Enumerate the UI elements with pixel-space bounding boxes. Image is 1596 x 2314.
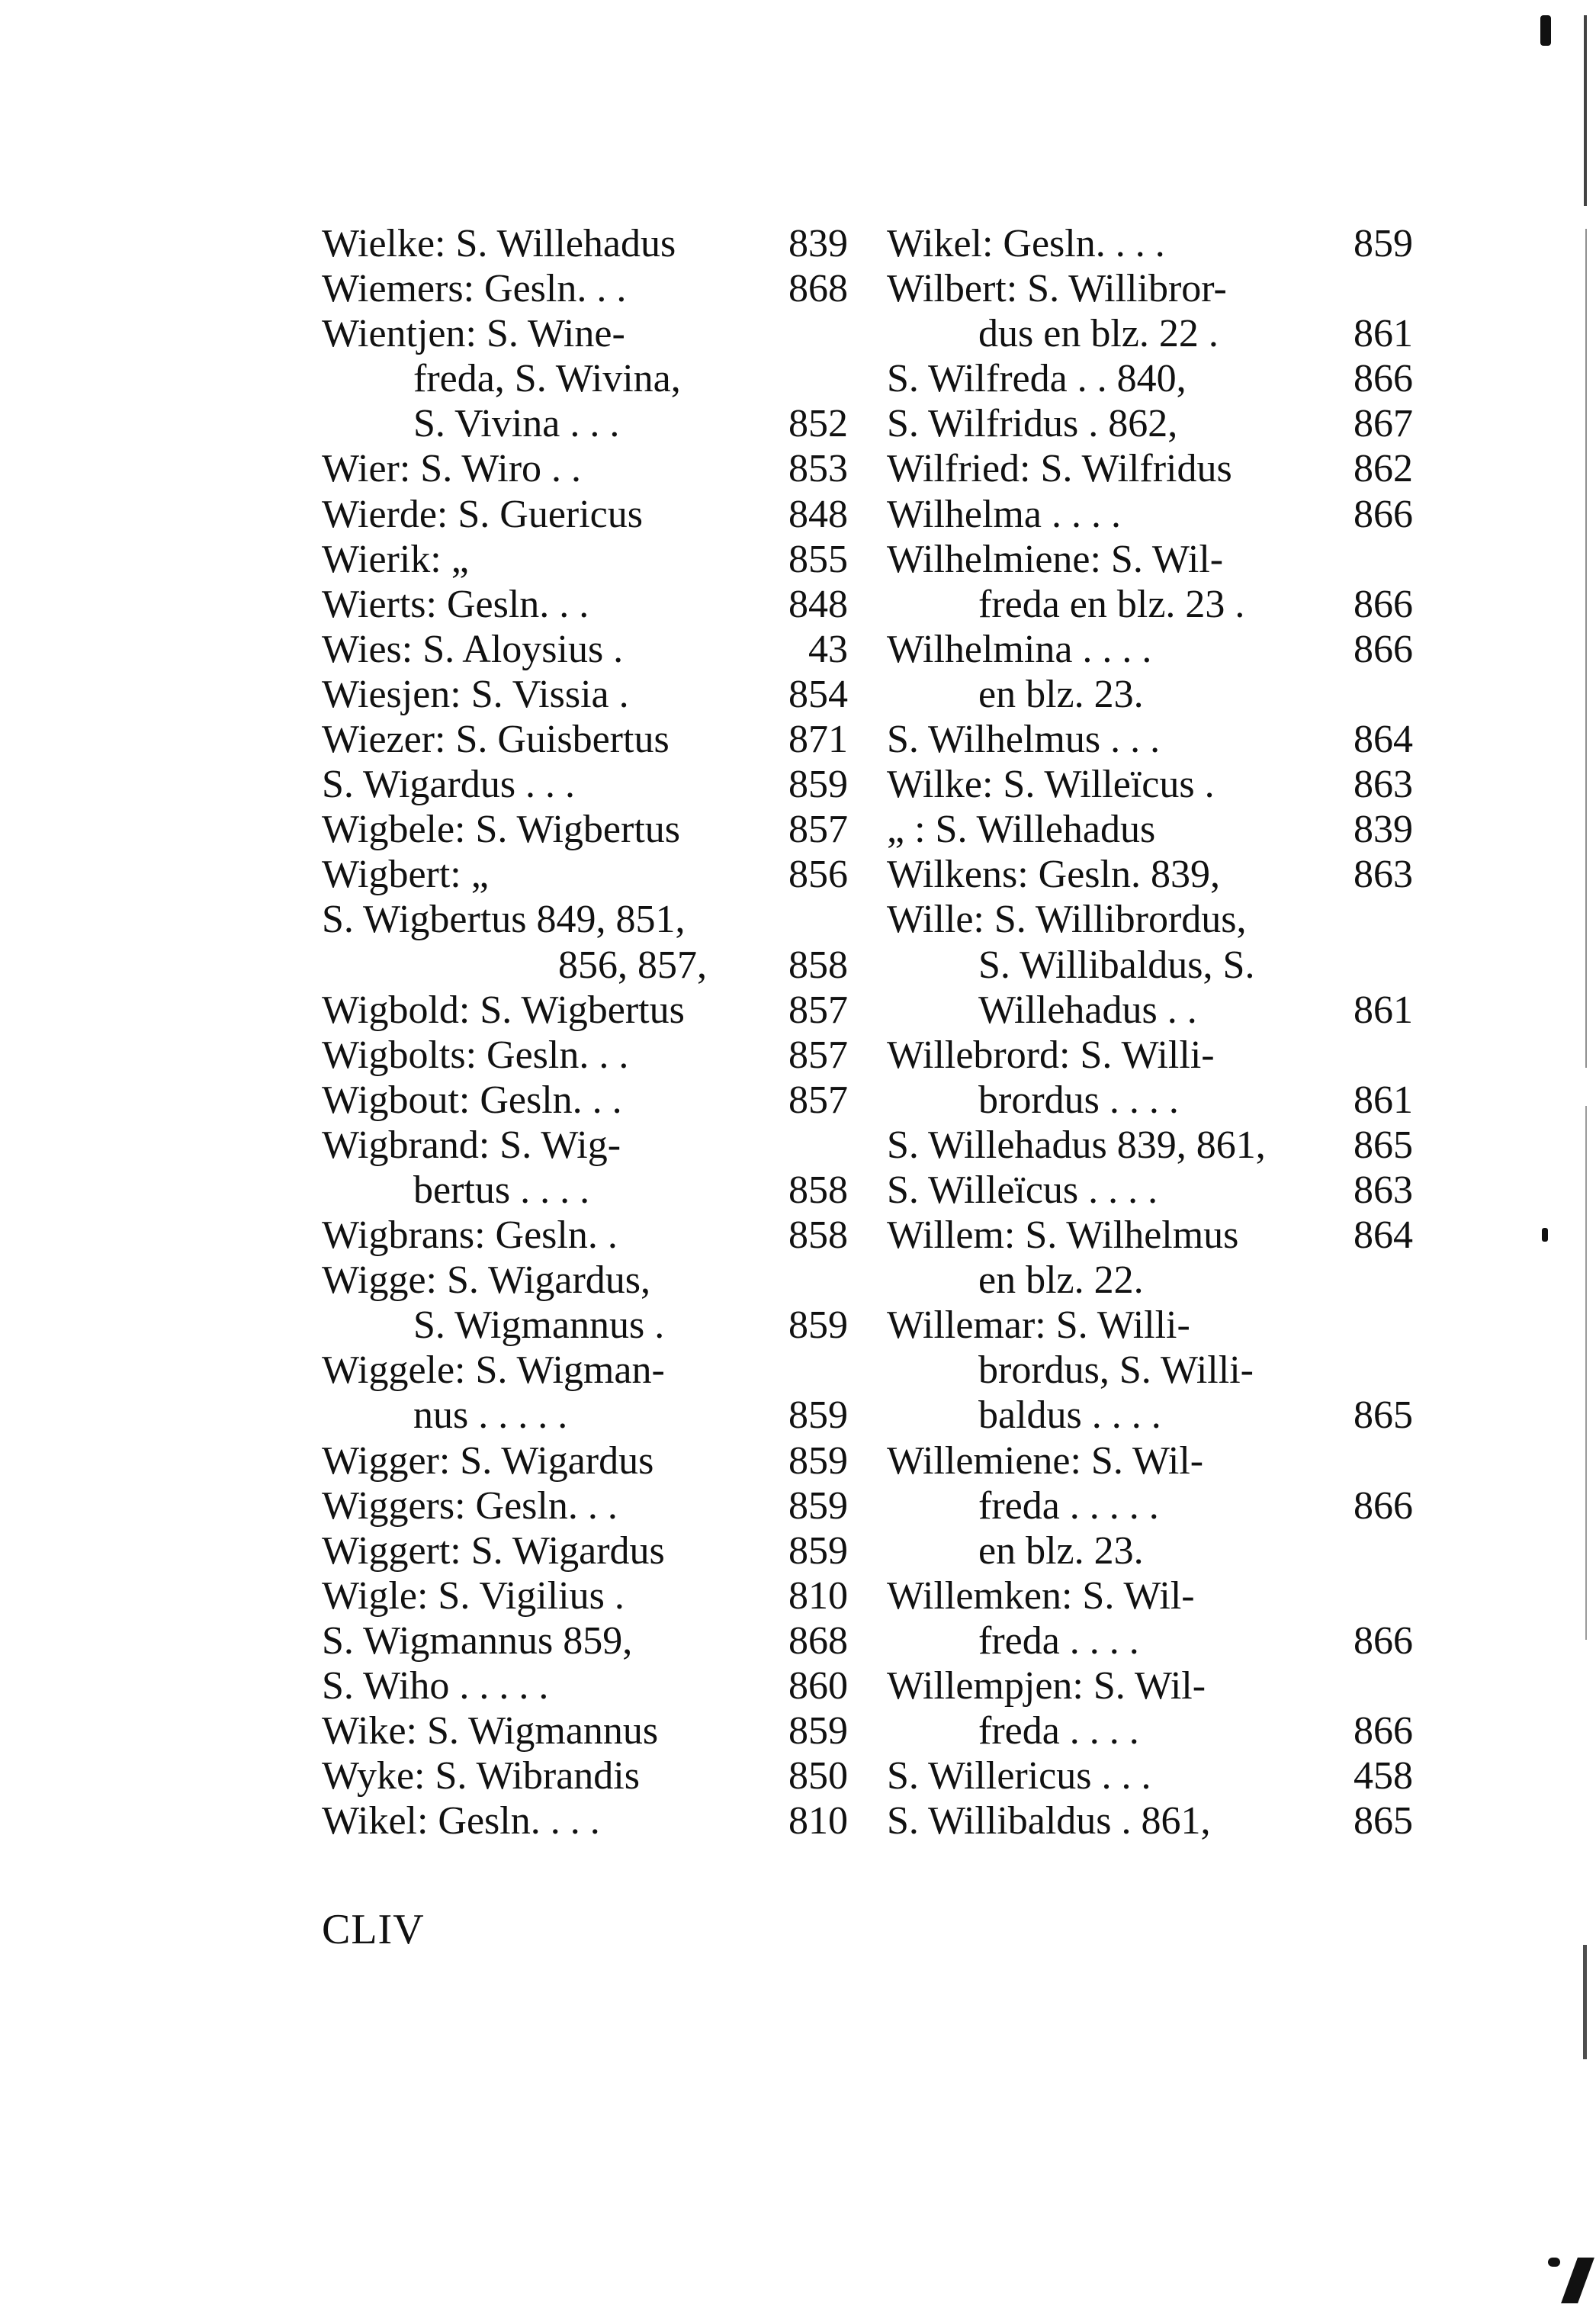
- index-entry-line: [887, 1258, 1413, 1303]
- index-entry-line: [887, 943, 1413, 988]
- index-entry-text: S. Vivina . . .: [413, 402, 620, 446]
- page-reference-number: 866: [1354, 1483, 1413, 1528]
- index-entry-line: [322, 266, 848, 311]
- page-reference-number: 868: [788, 267, 848, 311]
- page-reference-number: 868: [788, 1618, 848, 1663]
- page-reference-number: 861: [1354, 988, 1413, 1032]
- page-reference-number: 866: [1354, 357, 1413, 401]
- scan-edge-shadow: [1584, 15, 1587, 206]
- page-reference-number: 857: [788, 808, 848, 852]
- page-reference-number: 866: [1354, 1709, 1413, 1753]
- index-entry-line: [887, 717, 1413, 762]
- index-entry-line: [322, 1168, 848, 1213]
- index-entry-text: freda . . . .: [978, 1618, 1139, 1663]
- page-reference-number: 858: [788, 1168, 848, 1212]
- page-reference-number: 859: [788, 1709, 848, 1753]
- page-reference-number: 863: [1354, 763, 1413, 807]
- index-entry-text: nus . . . . .: [413, 1393, 568, 1438]
- page-reference-number: 859: [788, 1528, 848, 1573]
- index-entry-text: bertus . . . .: [413, 1168, 590, 1212]
- index-entry-line: [322, 762, 848, 807]
- index-entry-line: [887, 897, 1413, 942]
- page-reference-number: 866: [1354, 492, 1413, 536]
- index-entry-line: [322, 1573, 848, 1618]
- page-reference-number: 852: [788, 402, 848, 446]
- index-entry-text: en blz. 23.: [978, 1528, 1144, 1573]
- index-entry-line: [887, 311, 1413, 356]
- index-entry-line: [322, 627, 848, 672]
- page-reference-number: 866: [1354, 627, 1413, 671]
- page-reference-number: 866: [1354, 1618, 1413, 1663]
- index-entry-text: en blz. 22.: [978, 1258, 1144, 1303]
- index-entry-line: [322, 311, 848, 356]
- index-entry-line: [887, 988, 1413, 1033]
- page-reference-number: 810: [788, 1799, 848, 1843]
- page-reference-number: 866: [1354, 582, 1413, 626]
- index-entry-text: Willemken: S. Wil-: [887, 1573, 1195, 1618]
- page-reference-number: 863: [1354, 853, 1413, 897]
- page-reference-number: 859: [788, 1438, 848, 1483]
- index-entry-line: [887, 1798, 1413, 1843]
- index-entry-line: [887, 446, 1413, 491]
- index-entry-text: freda en blz. 23 .: [978, 582, 1245, 626]
- index-entry-text: Willebrord: S. Willi-: [887, 1033, 1215, 1077]
- index-entry-line: [887, 762, 1413, 807]
- right-index-column: [887, 221, 1413, 1843]
- page-reference-number: 862: [1354, 447, 1413, 491]
- index-entry-text: Willem: S. Wilhelmus: [887, 1213, 1239, 1258]
- index-entry-line: [322, 672, 848, 717]
- page-reference-number: 867: [1354, 402, 1413, 446]
- index-entry-text: brordus, S. Willi-: [978, 1348, 1254, 1393]
- index-entry-line: [322, 807, 848, 852]
- page-reference-number: 858: [788, 1213, 848, 1258]
- index-entry-line: [887, 1753, 1413, 1798]
- index-entry-line: [322, 401, 848, 446]
- index-entry-line: [322, 1033, 848, 1078]
- index-entry-line: [887, 1528, 1413, 1573]
- index-entry-text: dus en blz. 22 .: [978, 312, 1219, 356]
- index-entry-text: S. Willeïcus . . . .: [887, 1168, 1158, 1212]
- scan-edge-shadow: [1585, 229, 1587, 1068]
- index-entry-text: freda . . . .: [978, 1709, 1139, 1753]
- index-entry-text: Wilke: S. Willeïcus .: [887, 763, 1215, 807]
- index-entry-line: [887, 852, 1413, 897]
- index-entry-line: [322, 943, 848, 988]
- index-entry-line: [887, 266, 1413, 311]
- page-reference-number: 848: [788, 492, 848, 536]
- page-reference-number: 854: [788, 672, 848, 716]
- index-entry-text: S. Wiho . . . . .: [322, 1664, 549, 1708]
- index-entry-text: Wiezer: S. Guisbertus: [322, 718, 670, 762]
- index-entry-text: S. Willibaldus, S.: [978, 943, 1255, 987]
- index-entry-line: [322, 1078, 848, 1123]
- index-entry-text: Wigbrans: Gesln. .: [322, 1213, 618, 1258]
- index-entry-line: [322, 1348, 848, 1393]
- index-entry-line: [322, 1483, 848, 1528]
- index-entry-line: [322, 988, 848, 1033]
- index-entry-text: S. Wigmannus 859,: [322, 1618, 633, 1663]
- scan-speck: [1540, 15, 1551, 46]
- index-entry-text: Wierts: Gesln. . .: [322, 582, 589, 626]
- index-entry-text: S. Wilfridus . 862,: [887, 402, 1178, 446]
- index-entry-line: [322, 1528, 848, 1573]
- index-entry-line: [322, 1438, 848, 1483]
- index-entry-line: [322, 1258, 848, 1303]
- page-reference-number: 865: [1354, 1123, 1413, 1167]
- index-entry-line: [322, 1798, 848, 1843]
- index-entry-line: [322, 1393, 848, 1438]
- index-entry-text: en blz. 23.: [978, 672, 1144, 716]
- index-entry-line: [887, 1213, 1413, 1258]
- index-entry-line: [322, 1753, 848, 1798]
- index-entry-line: [322, 1123, 848, 1168]
- index-entry-line: [887, 627, 1413, 672]
- index-entry-text: Wierik: „: [322, 537, 469, 581]
- index-entry-line: [887, 1168, 1413, 1213]
- page-reference-number: 458: [1354, 1754, 1413, 1798]
- index-entry-line: [322, 717, 848, 762]
- index-entry-line: [887, 582, 1413, 627]
- index-entry-line: [887, 1033, 1413, 1078]
- index-entry-text: baldus . . . .: [978, 1393, 1161, 1438]
- page-reference-number: 855: [788, 537, 848, 581]
- index-entry-text: 856, 857,: [558, 943, 707, 987]
- index-entry-line: [887, 1438, 1413, 1483]
- page-reference-number: 859: [788, 1393, 848, 1438]
- index-entry-text: S. Wigmannus .: [413, 1303, 665, 1348]
- index-entry-text: freda . . . . .: [978, 1483, 1159, 1528]
- index-entry-text: Wigbert: „: [322, 853, 489, 897]
- page-reference-number: 859: [788, 763, 848, 807]
- page-reference-number: 861: [1354, 312, 1413, 356]
- index-entry-text: S. Wigbertus 849, 851,: [322, 898, 686, 942]
- index-entry-text: brordus . . . .: [978, 1078, 1179, 1122]
- index-entry-line: [887, 401, 1413, 446]
- page-reference-number: 865: [1354, 1799, 1413, 1843]
- index-entry-text: Wilfried: S. Wilfridus: [887, 447, 1232, 491]
- index-entry-text: Wientjen: S. Wine-: [322, 312, 625, 356]
- index-entry-text: Willehadus . .: [978, 988, 1197, 1032]
- page-reference-number: 864: [1354, 1213, 1413, 1258]
- index-entry-text: S. Wilhelmus . . .: [887, 718, 1161, 762]
- index-entry-text: Wigbolts: Gesln. . .: [322, 1033, 629, 1077]
- index-entry-text: Wigbout: Gesln. . .: [322, 1078, 622, 1122]
- index-entry-text: Wikel: Gesln. . . .: [887, 222, 1165, 265]
- index-entry-line: [887, 356, 1413, 401]
- index-entry-text: Wikel: Gesln. . . .: [322, 1799, 600, 1843]
- index-entry-line: [322, 356, 848, 401]
- index-entry-text: Wigle: S. Vigilius .: [322, 1573, 625, 1618]
- index-entry-line: [322, 897, 848, 942]
- index-entry-text: Wyke: S. Wibrandis: [322, 1754, 640, 1798]
- index-entry-line: [322, 446, 848, 491]
- index-entry-line: [322, 582, 848, 627]
- page-reference-number: 865: [1354, 1393, 1413, 1438]
- index-entry-line: [887, 1663, 1413, 1708]
- scan-speck: [1561, 2258, 1594, 2303]
- index-entry-line: [887, 1123, 1413, 1168]
- scan-speck: [1548, 2258, 1560, 2267]
- index-entry-line: [322, 1618, 848, 1663]
- index-entry-text: Wiemers: Gesln. . .: [322, 267, 627, 311]
- index-entry-text: S. Willericus . . .: [887, 1754, 1151, 1798]
- index-entry-text: Wike: S. Wigmannus: [322, 1709, 659, 1753]
- index-entry-line: [322, 221, 848, 266]
- index-entry-text: Willemar: S. Willi-: [887, 1303, 1190, 1348]
- scan-edge-shadow: [1585, 1106, 1587, 1640]
- index-entry-text: „ : S. Willehadus: [887, 808, 1156, 852]
- index-entry-text: Wille: S. Willibrordus,: [887, 898, 1247, 942]
- index-entry-line: [887, 492, 1413, 537]
- index-entry-text: Wilhelmina . . . .: [887, 627, 1152, 671]
- index-entry-text: Wierde: S. Guericus: [322, 492, 644, 536]
- page-reference-number: 848: [788, 582, 848, 626]
- index-entry-line: [322, 1303, 848, 1348]
- page-reference-number: 871: [788, 718, 848, 762]
- index-entry-text: Wigger: S. Wigardus: [322, 1438, 654, 1483]
- index-entry-text: Willempjen: S. Wil-: [887, 1664, 1206, 1708]
- page-reference-number: 857: [788, 1078, 848, 1122]
- index-entry-text: Wies: S. Aloysius .: [322, 627, 624, 671]
- index-entry-text: Wier: S. Wiro . .: [322, 447, 582, 491]
- index-entry-line: [322, 1213, 848, 1258]
- index-entry-text: Wielke: S. Willehadus: [322, 222, 676, 265]
- index-entry-text: Willemiene: S. Wil-: [887, 1438, 1204, 1483]
- index-entry-line: [322, 537, 848, 582]
- page-reference-number: 810: [788, 1573, 848, 1618]
- index-entry-text: Wilhelma . . . .: [887, 492, 1121, 536]
- index-entry-line: [887, 1483, 1413, 1528]
- index-entry-line: [887, 537, 1413, 582]
- index-entry-line: [887, 807, 1413, 852]
- index-entry-text: Wigbele: S. Wigbertus: [322, 808, 681, 852]
- index-entry-text: Wilbert: S. Willibror-: [887, 267, 1227, 311]
- index-entry-text: S. Wigardus . . .: [322, 763, 576, 807]
- index-entry-text: Wigge: S. Wigardus,: [322, 1258, 651, 1303]
- page-reference-number: 859: [788, 1483, 848, 1528]
- page-folio: CLIV: [322, 1906, 425, 1953]
- page-reference-number: 858: [788, 943, 848, 987]
- index-entry-line: [887, 1303, 1413, 1348]
- page-reference-number: 863: [1354, 1168, 1413, 1212]
- index-entry-line: [322, 492, 848, 537]
- index-entry-line: [887, 1393, 1413, 1438]
- index-entry-line: [322, 1663, 848, 1708]
- index-entry-line: [887, 1618, 1413, 1663]
- index-entry-text: S. Wilfreda . . 840,: [887, 357, 1187, 401]
- index-entry-text: S. Willehadus 839, 861,: [887, 1123, 1266, 1167]
- index-entry-text: Wiggers: Gesln. . .: [322, 1483, 618, 1528]
- index-entry-line: [887, 1348, 1413, 1393]
- page-reference-number: 43: [808, 627, 848, 671]
- scan-edge-shadow: [1583, 1945, 1587, 2059]
- index-entry-line: [887, 221, 1413, 266]
- index-entry-line: [887, 1708, 1413, 1753]
- scan-speck: [1542, 1228, 1548, 1242]
- page-reference-number: 839: [788, 222, 848, 265]
- index-entry-text: Wigbold: S. Wigbertus: [322, 988, 685, 1032]
- page-reference-number: 850: [788, 1754, 848, 1798]
- page-reference-number: 864: [1354, 718, 1413, 762]
- index-entry-text: Wiesjen: S. Vissia .: [322, 672, 629, 716]
- index-entry-line: [887, 1078, 1413, 1123]
- index-entry-text: Wiggele: S. Wigman-: [322, 1348, 665, 1393]
- page-reference-number: 861: [1354, 1078, 1413, 1122]
- page-reference-number: 853: [788, 447, 848, 491]
- index-entry-text: Wilkens: Gesln. 839,: [887, 853, 1220, 897]
- page-reference-number: 860: [788, 1664, 848, 1708]
- page-reference-number: 857: [788, 1033, 848, 1077]
- index-entry-line: [887, 1573, 1413, 1618]
- index-entry-line: [322, 1708, 848, 1753]
- index-entry-text: Wiggert: S. Wigardus: [322, 1528, 665, 1573]
- page-reference-number: 839: [1354, 808, 1413, 852]
- left-index-column: [322, 221, 848, 1843]
- index-entry-text: Wigbrand: S. Wig-: [322, 1123, 621, 1167]
- page-reference-number: 859: [788, 1303, 848, 1348]
- page-reference-number: 856: [788, 853, 848, 897]
- index-entry-text: freda, S. Wivina,: [413, 357, 681, 401]
- index-entry-line: [322, 852, 848, 897]
- page-reference-number: 859: [1354, 222, 1413, 265]
- page-reference-number: 857: [788, 988, 848, 1032]
- index-entry-text: S. Willibaldus . 861,: [887, 1799, 1211, 1843]
- index-entry-text: Wilhelmiene: S. Wil-: [887, 537, 1224, 581]
- index-entry-line: [887, 672, 1413, 717]
